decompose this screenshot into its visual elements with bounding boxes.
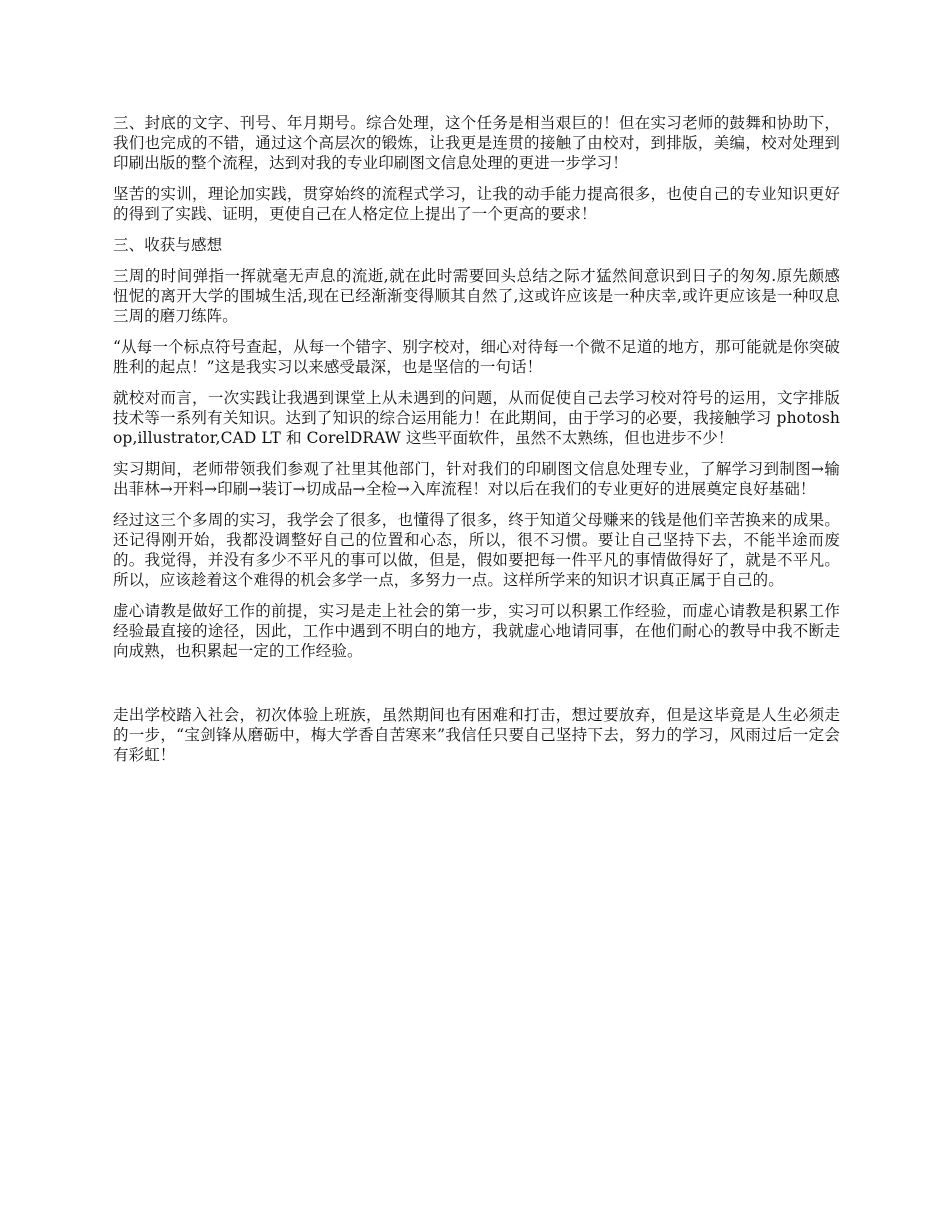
blank-gap [113, 672, 840, 705]
document-page [113, 113, 840, 776]
paragraph-training: 坚苦的实训，理论加实践，贯穿始终的流程式学习，让我的动手能力提高很多，也使自己的专业知识更好的得到了实践、证明，更使自己在人格定位上提出了一个更高的要求！ [113, 185, 840, 223]
section-heading-harvest: 三、收获与感想 [113, 236, 223, 254]
paragraph-ask-humbly: 虚心请教是做好工作的前提，实习是走上社会的第一步，实习可以积累工作经验，而虚心请教是积累工作经验最直接的途径，因此，工作中遇到不明白的地方，我就虚心地请同事，在他们耐心的教导中我不断走向成熟，也积累起一定的工作经验。 [113, 602, 840, 660]
paragraph-cover-text: 三、封底的文字、刊号、年月期号。综合处理，这个任务是相当艰巨的！但在实习老师的鼓舞和协助下，我们也完成的不错，通过这个高层次的锻炼，让我更是连贯的接触了由校对，到排版，美编，校对处理到印刷出版的整个流程，达到对我的专业印刷图文信息处理的更进一步学习！ [113, 114, 840, 172]
paragraph-quote: “从每一个标点符号查起，从每一个错字、别字校对，细心对待每一个微不足道的地方，那可能就是你突破胜利的起点！”这是我实习以来感受最深，也是坚信的一句话！ [113, 338, 840, 376]
paragraph-conclusion: 走出学校踏入社会，初次体验上班族，虽然期间也有困难和打击，想过要放弃，但是这毕竟是人生必须走的一步，“宝剑锋从磨砺中，梅大学香自苦寒来”我信任只要自己坚持下去，努力的学习，风雨过后一定会有彩虹！ [113, 706, 840, 764]
paragraph-learned: 经过这三个多周的实习，我学会了很多，也懂得了很多，终于知道父母赚来的钱是他们辛苦换来的成果。还记得刚开始，我都没调整好自己的位置和心态，所以，很不习惯。要让自己坚持下去，不能半途而废的。我觉得，并没有多少不平凡的事可以做，但是，假如要把每一件平凡的事情做得好了，就是不平凡。所以，应该趁着这个难得的机会多学一点，多努力一点。这样所学来的知识才识真正属于自己的。 [113, 511, 840, 589]
paragraph-proofreading: 就校对而言，一次实践让我遇到课堂上从未遇到的问题，从而促使自己去学习校对符号的运用，文字排版技术等一系列有关知识。达到了知识的综合运用能力！在此期间，由于学习的必要，我接触学习 photoshop,illustrator,CAD LT 和 CorelDRAW 这些平面软件，虽然不太熟练，但也进步不少！ [113, 389, 840, 447]
paragraph-visit: 实习期间，老师带领我们参观了社里其他部门，针对我们的印刷图文信息处理专业，了解学习到制图→输出菲林→开料→印刷→装订→切成品→全检→入库流程！对以后在我们的专业更好的进展奠定良好基础！ [113, 460, 840, 498]
paragraph-three-weeks: 三周的时间弹指一挥就毫无声息的流逝,就在此时需要回头总结之际才猛然间意识到日子的匆匆.原先颇感忸怩的离开大学的围城生活,现在已经渐渐变得顺其自然了,这或许应该是一种庆幸,或许更应该是一种叹息三周的磨刀练阵。 [113, 267, 840, 325]
